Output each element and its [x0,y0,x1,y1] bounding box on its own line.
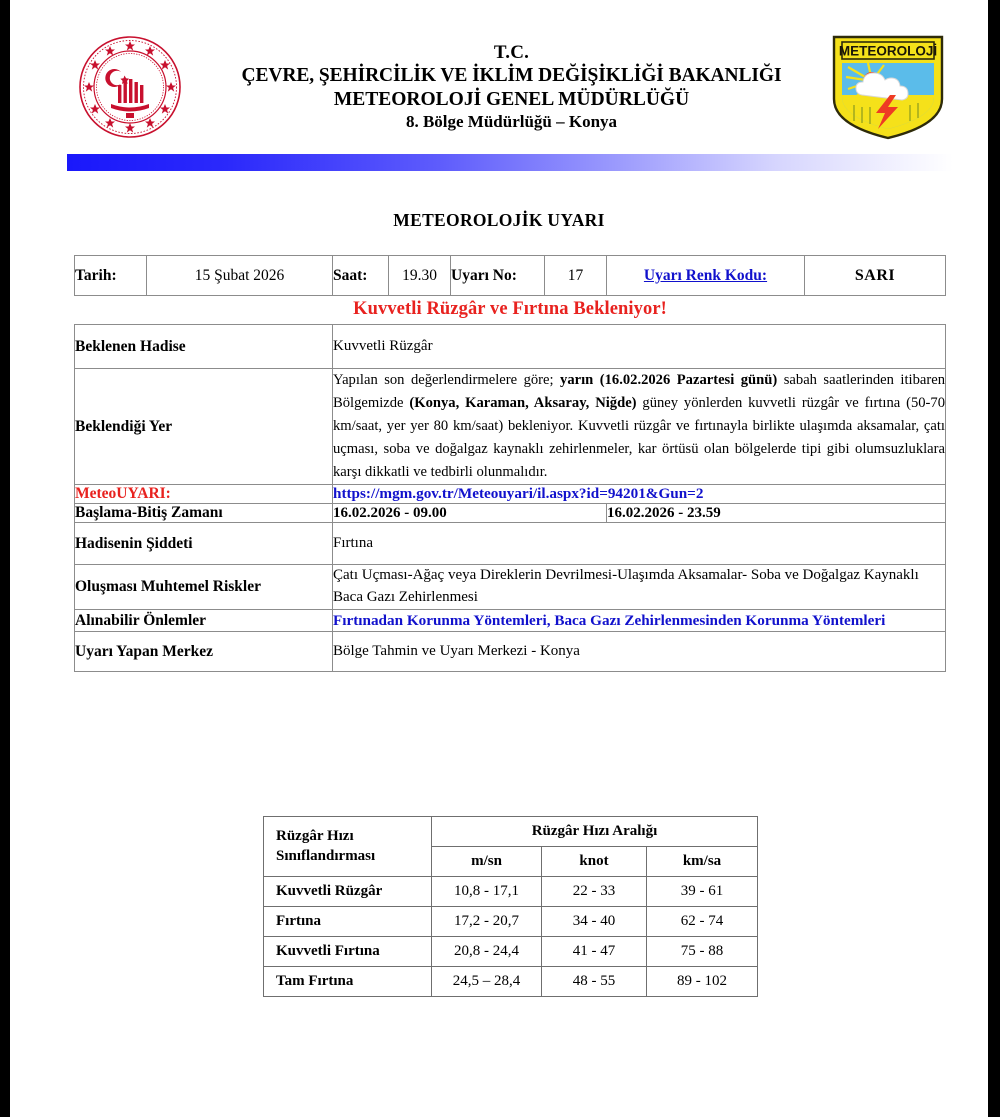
alert-headline-row [75,296,946,325]
header-line-region: 8. Bölge Müdürlüğü – Konya [405,112,618,131]
location-value [333,369,946,485]
header-title-block [195,41,828,132]
wind-value-ms: 24,5 – 28,4 [432,967,542,997]
wind-class-header-line1: Rüzgâr Hızı [276,828,354,844]
color-code-value: SARI [805,256,946,296]
table-row-event [75,325,946,369]
header-line-ministry: ÇEVRE, ŞEHİRCİLİK VE İKLİM DEĞİŞİKLİĞİ BAKANLIĞI [241,65,782,87]
meteouyari-url[interactable]: https://mgm.gov.tr/Meteouyari/il.aspx?id=94201&Gun=2 [333,485,946,504]
event-label: Beklenen Hadise [75,325,333,369]
location-text-part3: güney yönlerden kuvvetli rüzgâr ve fırtına (50-70 km/saat, yer yer 80 km/saat) bekleniyor. Kuvvetli rüzgâr ve fırtınayla birlikte ulaşımda aksamalar, çatı uçması, soba ve doğalgaz kaynaklı zehirlenmeler, kar örtüsü olan bölgelerde tipi gibi olumsuzluklara karşı dikkatli ve tedbirli olunmalıdır. [333,395,945,481]
svg-text:METEOROLOJİ: METEOROLOJİ [838,43,938,59]
table-row-info [75,256,946,296]
time-end-value: 16.02.2026 - 23.59 [607,504,946,523]
measures-link[interactable]: Fırtınadan Korunma Yöntemleri, Baca Gazı Zehirlenmesinden Korunma Yöntemleri [333,609,946,632]
table-row [264,937,758,967]
center-value: Bölge Tahmin ve Uyarı Merkezi - Konya [333,632,946,672]
header-line-directorate: METEOROLOJİ GENEL MÜDÜRLÜĞÜ [333,89,690,111]
wind-table-header-row-1 [264,817,758,847]
wind-speed-classification-table [263,816,758,997]
table-row-risks [75,565,946,610]
risks-value: Çatı Uçması-Ağaç veya Direklerin Devrilmesi-Ulaşımda Aksamalar- Soba ve Doğalgaz Kaynaklı Baca Gazı Zehirlenmesi [333,565,946,610]
wind-value-knot: 34 - 40 [542,907,647,937]
severity-label: Hadisenin Şiddeti [75,523,333,565]
meteoroloji-shield-logo [828,33,948,141]
wind-value-ms: 20,8 - 24,4 [432,937,542,967]
wind-class-header [264,817,432,877]
measures-label: Alınabilir Önlemler [75,609,333,632]
date-label: Tarih: [75,256,147,296]
warning-details-table [74,255,946,672]
table-row [264,877,758,907]
time-start-value: 16.02.2026 - 09.00 [333,504,607,523]
warning-no-value: 17 [545,256,607,296]
wind-value-kmh: 89 - 102 [647,967,758,997]
time-value: 19.30 [389,256,451,296]
table-row-center [75,632,946,672]
ministry-seal-logo [65,32,195,142]
event-value: Kuvvetli Rüzgâr [333,325,946,369]
warning-no-label: Uyarı No: [451,256,545,296]
location-text-part2: sabah saatlerinden itibaren Bölgemizde [333,372,945,412]
table-row [264,967,758,997]
time-range-label: Başlama-Bitiş Zamanı [75,504,333,523]
wind-value-ms: 10,8 - 17,1 [432,877,542,907]
alert-headline: Kuvvetli Rüzgâr ve Fırtına Bekleniyor! [353,299,667,319]
center-label: Uyarı Yapan Merkez [75,632,333,672]
wind-value-kmh: 39 - 61 [647,877,758,907]
table-row-time-range [75,504,946,523]
time-label: Saat: [333,256,389,296]
table-row-meteouyari [75,485,946,504]
meteouyari-label: MeteoUYARI: [75,485,333,504]
wind-class-name: Kuvvetli Fırtına [264,937,432,967]
wind-unit-kmh: km/sa [647,847,758,877]
table-row-severity [75,523,946,565]
wind-unit-ms: m/sn [432,847,542,877]
document-header [10,28,988,146]
risks-label: Oluşması Muhtemel Riskler [75,565,333,610]
wind-class-name: Tam Fırtına [264,967,432,997]
document-page [10,0,988,1117]
wind-value-kmh: 62 - 74 [647,907,758,937]
location-text-part1: Yapılan son değerlendirmelere göre; [333,372,561,388]
date-value: 15 Şubat 2026 [147,256,333,296]
severity-value: Fırtına [333,523,946,565]
wind-value-ms: 17,2 - 20,7 [432,907,542,937]
wind-value-knot: 48 - 55 [542,967,647,997]
table-row-measures [75,609,946,632]
page-title: METEOROLOJİK UYARI [393,210,605,230]
color-code-link[interactable]: Uyarı Renk Kodu: [607,256,805,296]
wind-unit-knot: knot [542,847,647,877]
wind-class-name: Fırtına [264,907,432,937]
wind-value-knot: 22 - 33 [542,877,647,907]
blue-gradient-divider [67,154,953,171]
header-line-tc: T.C. [493,42,530,64]
table-row [264,907,758,937]
table-row-location [75,369,946,485]
wind-range-header: Rüzgâr Hızı Aralığı [432,817,758,847]
location-text-bold2: (Konya, Karaman, Aksaray, Niğde) [409,395,637,412]
wind-value-kmh: 75 - 88 [647,937,758,967]
wind-value-knot: 41 - 47 [542,937,647,967]
location-text-bold1: yarın (16.02.2026 Pazartesi günü) [560,372,778,388]
wind-class-header-line2: Sınıflandırması [276,847,376,864]
wind-class-name: Kuvvetli Rüzgâr [264,877,432,907]
location-label: Beklendiği Yer [75,369,333,485]
